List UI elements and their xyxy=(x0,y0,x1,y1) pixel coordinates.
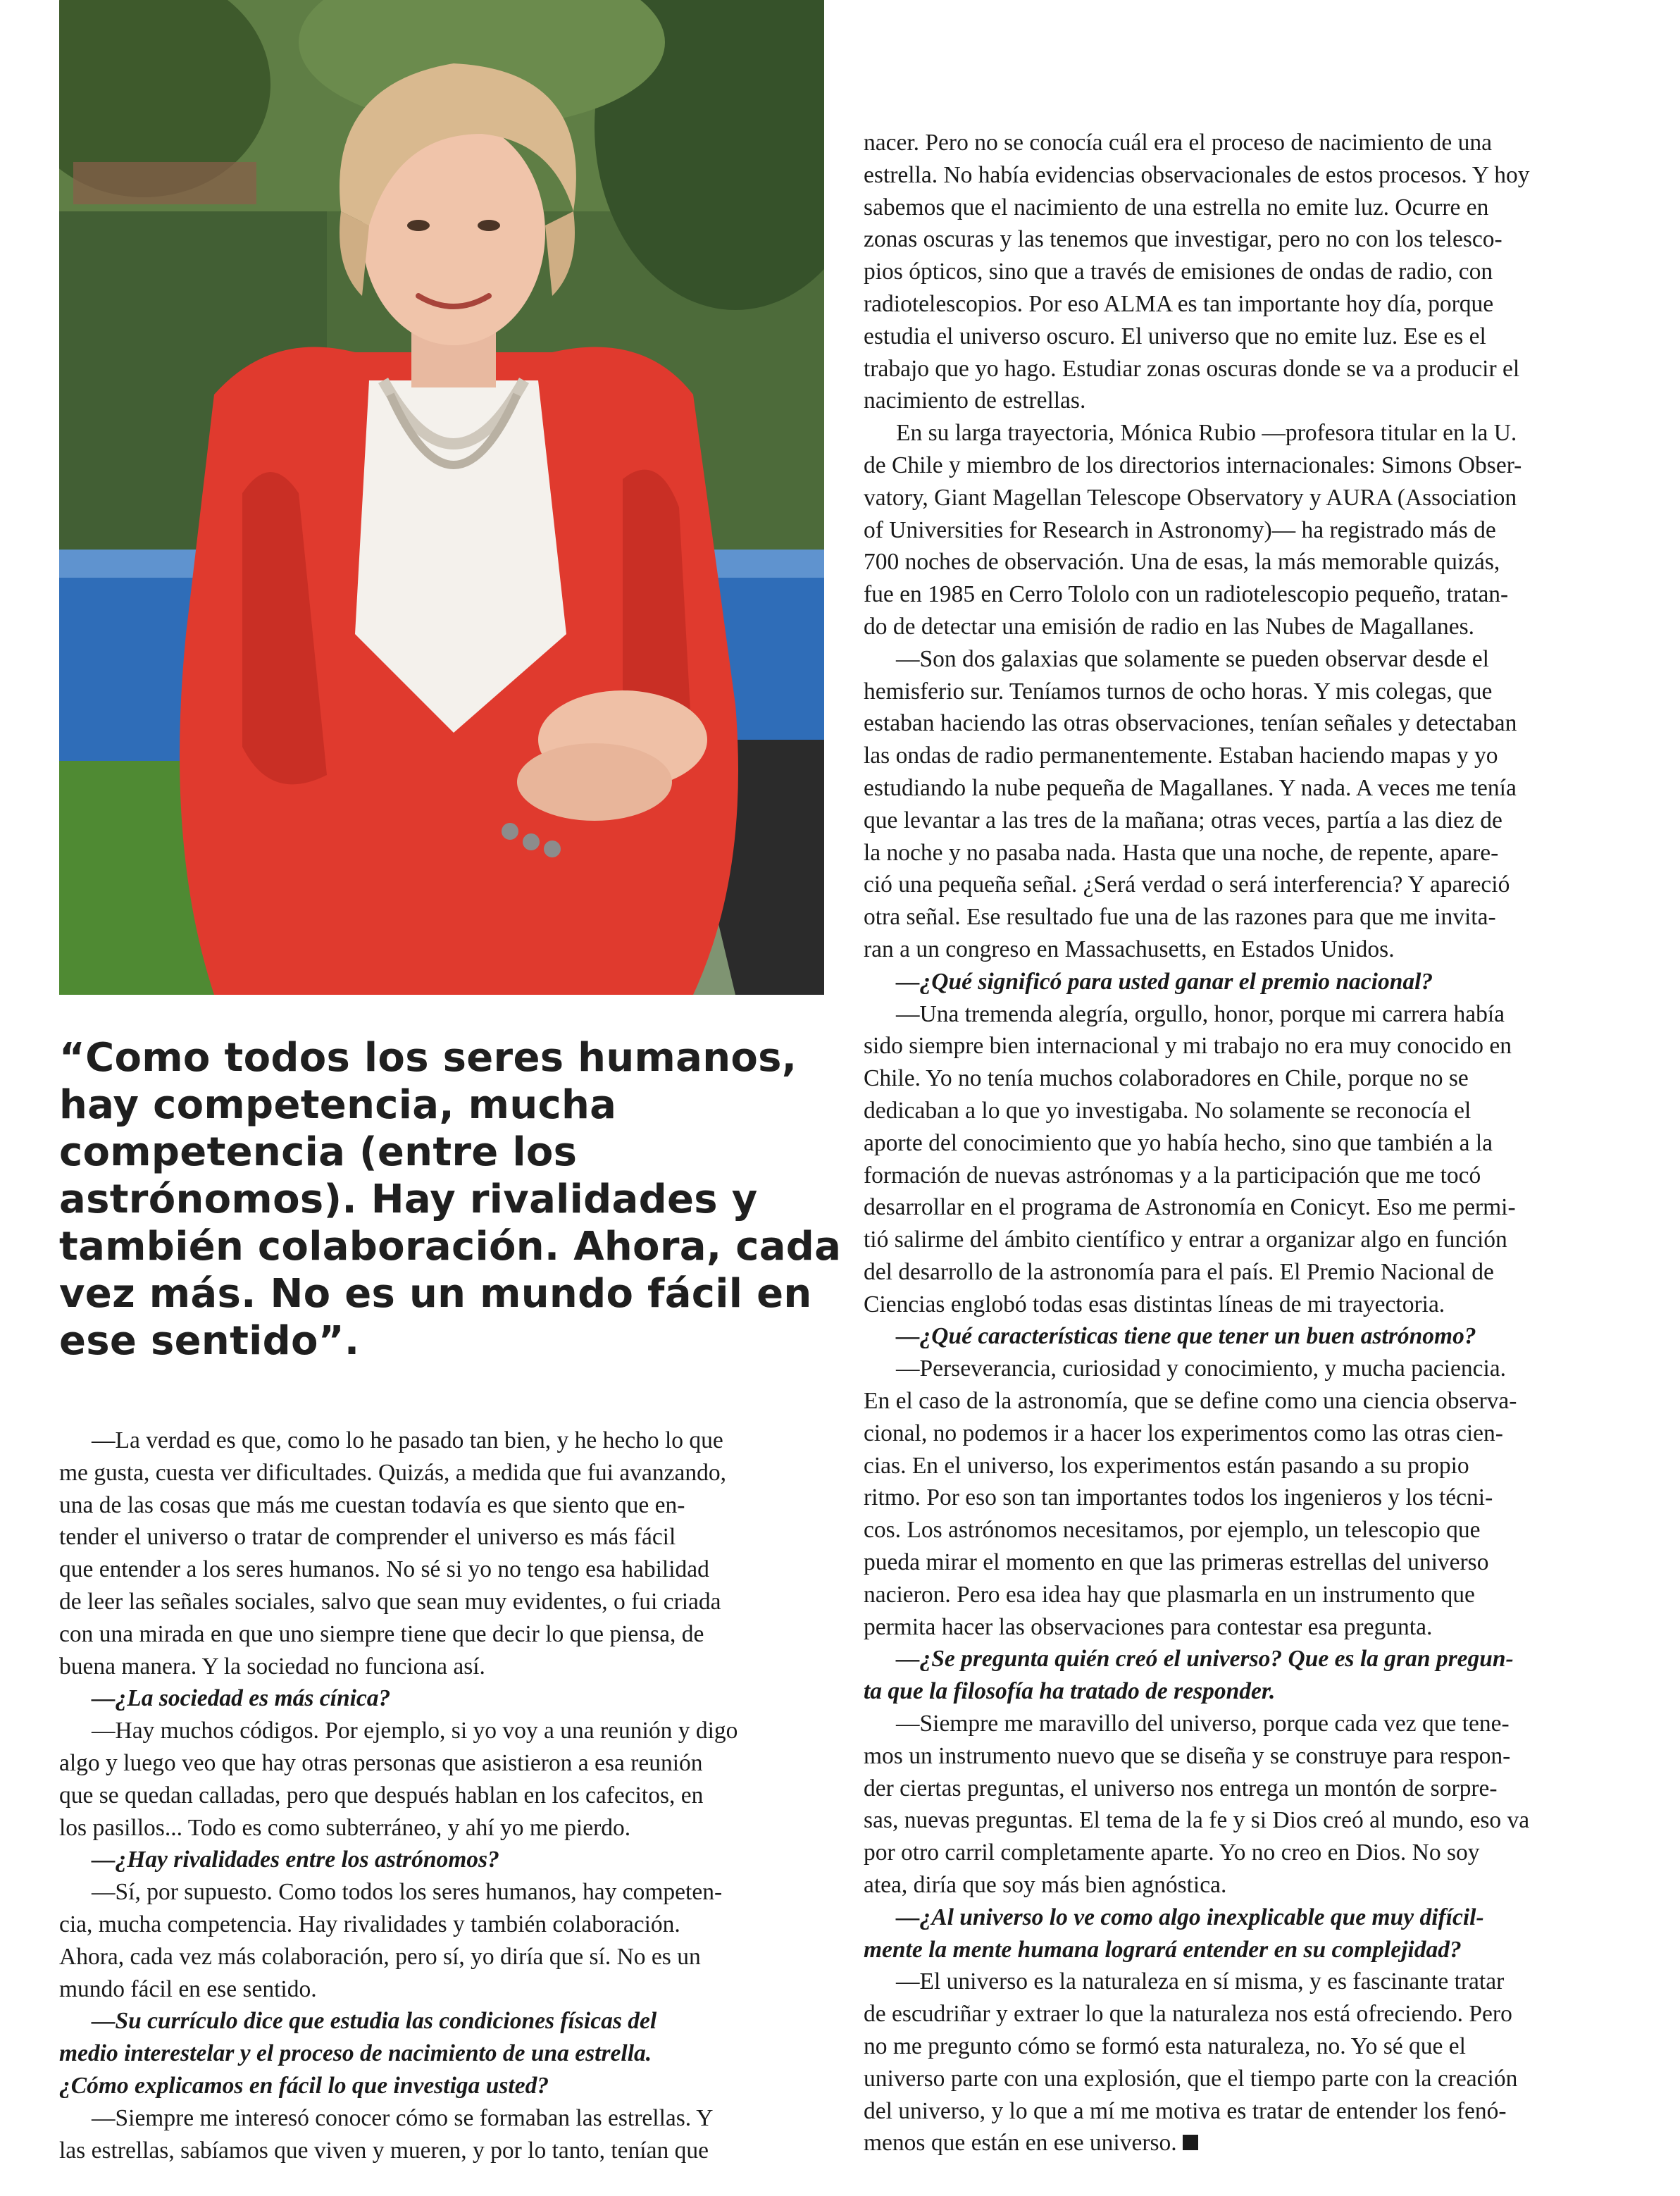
article-column-right xyxy=(864,127,1631,2159)
line-text: una de las cosas que más me cuestan todavía es que siento que en- xyxy=(59,1491,685,1518)
line-text: zonas oscuras y las tenemos que investigar, pero no con los telesco- xyxy=(864,226,1502,253)
article-text-line xyxy=(59,1812,827,1844)
article-text-line xyxy=(59,1941,827,1973)
article-text-line xyxy=(864,1095,1631,1127)
line-text: trabajo que yo hago. Estudiar zonas oscuras donde se va a producir el xyxy=(864,355,1520,382)
line-text: radiotelescopios. Por eso ALMA es tan importante hoy día, porque xyxy=(864,290,1494,317)
article-text-line xyxy=(864,1998,1631,2030)
line-text: —Siempre me interesó conocer cómo se formaban las estrellas. Y xyxy=(92,2104,714,2131)
article-text-line xyxy=(864,1482,1631,1514)
line-text: del universo, y lo que a mí me motiva es tratar de entender los fenó- xyxy=(864,2097,1507,2124)
article-text-line xyxy=(864,1224,1631,1256)
pull-quote-line: vez más. No es un mundo fácil en xyxy=(59,1271,812,1317)
line-text: por otro carril completamente aparte. Yo no creo en Dios. No soy xyxy=(864,1840,1480,1866)
article-text-line xyxy=(59,1715,827,1747)
article-text-line xyxy=(864,2063,1631,2095)
article-text-line xyxy=(59,1909,827,1941)
article-text-line xyxy=(864,933,1631,966)
line-text: permita hacer las observaciones para contestar esa pregunta. xyxy=(864,1613,1433,1640)
line-text: algo y luego veo que hay otras personas que asistieron a esa reunión xyxy=(59,1749,703,1776)
line-text: of Universities for Research in Astronomy)— ha registrado más de xyxy=(864,516,1496,543)
article-text-line xyxy=(59,1618,827,1651)
article-text-line xyxy=(59,1876,827,1909)
article-text-line xyxy=(864,1160,1631,1192)
article-text-line xyxy=(59,1489,827,1522)
line-text: tió salirme del ámbito científico y entrar a organizar algo en función xyxy=(864,1227,1507,1253)
interview-question-line xyxy=(59,1844,827,1876)
line-text: nacer. Pero no se conocía cuál era el proceso de nacimiento de una xyxy=(864,130,1493,156)
line-text: cional, no podemos ir a hacer los experimentos como las otras cien- xyxy=(864,1420,1503,1446)
line-text: universo parte con una explosión, que el tiempo parte con la creación xyxy=(864,2065,1518,2092)
line-text: —¿Al universo lo ve como algo inexplicable que muy difícil- xyxy=(896,1904,1484,1930)
article-text-line xyxy=(864,256,1631,288)
line-text: estudiando la nube pequeña de Magallanes. Y nada. A veces me tenía xyxy=(864,774,1517,801)
line-text: atea, diría que soy más bien agnóstica. xyxy=(864,1872,1227,1899)
article-text-line xyxy=(59,1425,827,1457)
article-text-line xyxy=(864,1708,1631,1740)
line-text: fue en 1985 en Cerro Tololo con un radiotelescopio pequeño, tratan- xyxy=(864,581,1509,608)
line-text: mente la mente humana logrará entender en su complejidad? xyxy=(864,1936,1462,1963)
pull-quote-line: hay competencia, mucha xyxy=(59,1082,617,1128)
article-text-line xyxy=(864,385,1631,417)
pull-quote xyxy=(59,1034,842,1365)
pull-quote-line: ese sentido”. xyxy=(59,1318,360,1364)
line-text: que se quedan calladas, pero que después hablan en los cafecitos, en xyxy=(59,1782,704,1809)
pull-quote-line: competencia (entre los xyxy=(59,1129,578,1175)
line-text: ran a un congreso en Massachusetts, en Estados Unidos. xyxy=(864,936,1395,962)
line-text: —Sí, por supuesto. Como todos los seres humanos, hay competen- xyxy=(92,1879,723,1906)
line-text: En el caso de la astronomía, que se define como una ciencia observa- xyxy=(864,1388,1517,1415)
line-text: —El universo es la naturaleza en sí misma, y es fascinante tratar xyxy=(896,1968,1505,1995)
article-text-line xyxy=(864,1385,1631,1418)
line-text: —Hay muchos códigos. Por ejemplo, si yo voy a una reunión y digo xyxy=(92,1718,738,1744)
line-text: que entender a los seres humanos. No sé si yo no tengo esa habilidad xyxy=(59,1556,709,1583)
portrait-illustration xyxy=(59,0,824,995)
line-text: cos. Los astrónomos necesitamos, por ejemplo, un telescopio que xyxy=(864,1517,1481,1544)
line-text: que levantar a las tres de la mañana; otras veces, partía a las diez de xyxy=(864,807,1502,833)
article-text-line xyxy=(864,1256,1631,1289)
article-text-line xyxy=(864,707,1631,740)
line-text: —La verdad es que, como lo he pasado tan bien, y he hecho lo que xyxy=(92,1427,723,1453)
line-text: no me pregunto cómo se formó esta naturaleza, no. Yo sé que el xyxy=(864,2033,1466,2060)
line-text: ció una pequeña señal. ¿Será verdad o será interferencia? Y apareció xyxy=(864,871,1510,898)
article-text-line xyxy=(864,2030,1631,2063)
line-text: me gusta, cuesta ver dificultades. Quizás, a medida que fui avanzando, xyxy=(59,1459,726,1486)
line-text: pios ópticos, sino que a través de emisiones de ondas de radio, con xyxy=(864,259,1493,285)
article-text-line xyxy=(59,2102,827,2135)
article-text-line xyxy=(864,1030,1631,1062)
line-text: de escudriñar y extraer lo que la naturaleza nos está ofreciendo. Pero xyxy=(864,2001,1512,2028)
article-text-line xyxy=(864,546,1631,578)
line-text: sabemos que el nacimiento de una estrella no emite luz. Ocurre en xyxy=(864,194,1489,221)
line-text: cias. En el universo, los experimentos están pasando a su propio xyxy=(864,1452,1469,1479)
line-text: En su larga trayectoria, Mónica Rubio —profesora titular en la U. xyxy=(896,420,1517,447)
line-text: dedicaban a lo que yo investigaba. No solamente se reconocía el xyxy=(864,1097,1471,1124)
line-text: Ahora, cada vez más colaboración, pero sí, yo diría que sí. No es un xyxy=(59,1943,701,1970)
line-text: ta que la filosofía ha tratado de responder. xyxy=(864,1678,1276,1705)
line-text: medio interestelar y el proceso de nacimiento de una estrella. xyxy=(59,2040,652,2067)
article-text-line xyxy=(864,611,1631,643)
interview-question-line xyxy=(59,2037,827,2070)
line-text: mundo fácil en ese sentido. xyxy=(59,1975,317,2002)
line-text: buena manera. Y la sociedad no funciona así. xyxy=(59,1653,485,1680)
pull-quote-line: también colaboración. Ahora, cada xyxy=(59,1224,842,1270)
line-text: —¿Qué características tiene que tener un buen astrónomo? xyxy=(896,1323,1476,1350)
line-text: hemisferio sur. Teníamos turnos de ocho horas. Y mis colegas, que xyxy=(864,678,1493,705)
article-text-line xyxy=(864,998,1631,1031)
article-text-line xyxy=(864,514,1631,547)
interview-question-line xyxy=(864,1320,1631,1353)
article-text-line xyxy=(59,1521,827,1553)
line-text: las ondas de radio permanentemente. Estaban haciendo mapas y yo xyxy=(864,743,1498,769)
pull-quote-line: astrónomos). Hay rivalidades y xyxy=(59,1177,758,1222)
article-text-line xyxy=(864,869,1631,901)
line-text: de leer las señales sociales, salvo que sean muy evidentes, o fui criada xyxy=(59,1588,721,1615)
article-text-line xyxy=(864,1353,1631,1385)
line-text: —¿Se pregunta quién creó el universo? Que es la gran pregun- xyxy=(896,1646,1514,1673)
article-text-line xyxy=(59,1973,827,2006)
article-text-line xyxy=(864,1191,1631,1224)
article-text-line xyxy=(864,578,1631,611)
article-column-left xyxy=(59,1425,827,2166)
line-text: desarrollar en el programa de Astronomía en Conicyt. Eso me permi- xyxy=(864,1194,1516,1221)
article-text-line xyxy=(59,1747,827,1780)
article-text-line xyxy=(864,2127,1631,2159)
article-text-line xyxy=(59,1586,827,1618)
line-text: —¿La sociedad es más cínica? xyxy=(92,1685,391,1712)
article-text-line xyxy=(864,223,1631,256)
article-text-line xyxy=(864,1804,1631,1837)
line-text: estudia el universo oscuro. El universo que no emite luz. Ese es el xyxy=(864,323,1486,349)
article-text-line xyxy=(864,837,1631,869)
article-text-line xyxy=(864,1514,1631,1546)
line-text: tender el universo o tratar de comprender el universo es más fácil xyxy=(59,1524,676,1551)
line-text: cia, mucha competencia. Hay rivalidades y también colaboración. xyxy=(59,1911,680,1937)
article-text-line xyxy=(864,740,1631,772)
interview-question-line xyxy=(864,1902,1631,1934)
line-text: del desarrollo de la astronomía para el país. El Premio Nacional de xyxy=(864,1258,1494,1285)
article-text-line xyxy=(864,159,1631,192)
article-text-line xyxy=(864,1869,1631,1902)
line-text: —Su currículo dice que estudia las condiciones físicas del xyxy=(92,2008,657,2035)
interview-question-line xyxy=(59,2070,827,2102)
interview-question-line xyxy=(864,1934,1631,1966)
article-text-line xyxy=(864,2095,1631,2128)
line-text: do de detectar una emisión de radio en las Nubes de Magallanes. xyxy=(864,613,1474,640)
line-text: con una mirada en que uno siempre tiene que decir lo que piensa, de xyxy=(59,1620,704,1647)
article-text-line xyxy=(864,901,1631,933)
line-text: aporte del conocimiento que yo había hecho, sino que también a la xyxy=(864,1129,1493,1156)
line-text: formación de nuevas astrónomas y a la participación que me tocó xyxy=(864,1162,1481,1189)
line-text: Ciencias englobó todas esas distintas líneas de mi trayectoria. xyxy=(864,1291,1445,1317)
line-text: der ciertas preguntas, el universo nos entrega un montón de sorpre- xyxy=(864,1775,1498,1801)
line-text: las estrellas, sabíamos que viven y mueren, y por lo tanto, tenían que xyxy=(59,2137,709,2164)
line-text: —¿Qué significó para usted ganar el premio nacional? xyxy=(896,968,1433,995)
article-text-line xyxy=(59,1780,827,1812)
line-text: —Siempre me maravillo del universo, porque cada vez que tene- xyxy=(896,1711,1510,1737)
article-text-line xyxy=(864,288,1631,321)
article-text-line xyxy=(864,1611,1631,1644)
article-text-line xyxy=(864,643,1631,676)
article-text-line xyxy=(864,1127,1631,1160)
line-text: estrella. No había evidencias observacionales de estos procesos. Y hoy xyxy=(864,161,1530,188)
article-text-line xyxy=(864,1773,1631,1805)
line-text: 700 noches de observación. Una de esas, la más memorable quizás, xyxy=(864,549,1500,576)
line-text: nacieron. Pero esa idea hay que plasmarla en un instrumento que xyxy=(864,1581,1475,1608)
pull-quote-line: “Como todos los seres humanos, xyxy=(59,1035,797,1081)
article-text-line xyxy=(864,1450,1631,1482)
article-text-line xyxy=(864,192,1631,224)
article-text-line xyxy=(864,127,1631,159)
article-text-line xyxy=(59,1553,827,1586)
interview-question-line xyxy=(864,966,1631,998)
line-text: —Son dos galaxias que solamente se pueden observar desde el xyxy=(896,645,1489,672)
article-text-line xyxy=(59,1457,827,1489)
interview-question-line xyxy=(864,1643,1631,1675)
line-text: los pasillos... Todo es como subterráneo, y ahí yo me pierdo. xyxy=(59,1814,631,1841)
article-text-line xyxy=(864,1966,1631,1998)
article-text-line xyxy=(864,417,1631,449)
line-text: ritmo. Por eso son tan importantes todos los ingenieros y los técni- xyxy=(864,1484,1493,1511)
article-text-line xyxy=(864,1418,1631,1450)
line-text: vatory, Giant Magellan Telescope Observatory y AURA (Association xyxy=(864,484,1517,511)
line-text: mos un instrumento nuevo que se diseña y se construye para respon- xyxy=(864,1742,1511,1769)
line-text: la noche y no pasaba nada. Hasta que una noche, de repente, apare- xyxy=(864,839,1499,866)
article-text-line xyxy=(864,1579,1631,1611)
line-text: —Una tremenda alegría, orgullo, honor, porque mi carrera había xyxy=(896,1000,1505,1027)
article-text-line xyxy=(864,805,1631,837)
line-text: estaban haciendo las otras observaciones, tenían señales y detectaban xyxy=(864,710,1517,737)
article-text-line xyxy=(864,1289,1631,1321)
line-text: sido siempre bien internacional y mi trabajo no era muy conocido en xyxy=(864,1033,1512,1060)
article-text-line xyxy=(864,1740,1631,1773)
article-text-line xyxy=(864,353,1631,385)
line-text: de Chile y miembro de los directorios internacionales: Simons Obser- xyxy=(864,452,1522,478)
interview-question-line xyxy=(59,1682,827,1715)
article-text-line xyxy=(59,2135,827,2167)
article-text-line xyxy=(59,1651,827,1683)
article-text-line xyxy=(864,482,1631,514)
article-text-line xyxy=(864,449,1631,482)
portrait-photo xyxy=(59,0,824,995)
line-text: Chile. Yo no tenía muchos colaboradores en Chile, porque no se xyxy=(864,1065,1469,1092)
end-mark-icon xyxy=(1183,2135,1198,2150)
line-text: menos que están en ese universo. xyxy=(864,2130,1177,2157)
line-text: ¿Cómo explicamos en fácil lo que investiga usted? xyxy=(59,2072,549,2099)
article-text-line xyxy=(864,1546,1631,1579)
line-text: —Perseverancia, curiosidad y conocimiento, y mucha paciencia. xyxy=(896,1356,1507,1382)
article-text-line xyxy=(864,676,1631,708)
line-text: pueda mirar el momento en que las primeras estrellas del universo xyxy=(864,1549,1489,1576)
line-text: sas, nuevas preguntas. El tema de la fe y si Dios creó al mundo, eso va xyxy=(864,1807,1530,1834)
article-text-line xyxy=(864,1837,1631,1869)
article-text-line xyxy=(864,1062,1631,1095)
line-text: —¿Hay rivalidades entre los astrónomos? xyxy=(92,1847,499,1873)
article-text-line xyxy=(864,321,1631,353)
article-text-line xyxy=(864,772,1631,805)
interview-question-line xyxy=(59,2005,827,2037)
interview-question-line xyxy=(864,1675,1631,1708)
line-text: otra señal. Ese resultado fue una de las razones para que me invita- xyxy=(864,904,1496,931)
line-text: nacimiento de estrellas. xyxy=(864,387,1086,414)
